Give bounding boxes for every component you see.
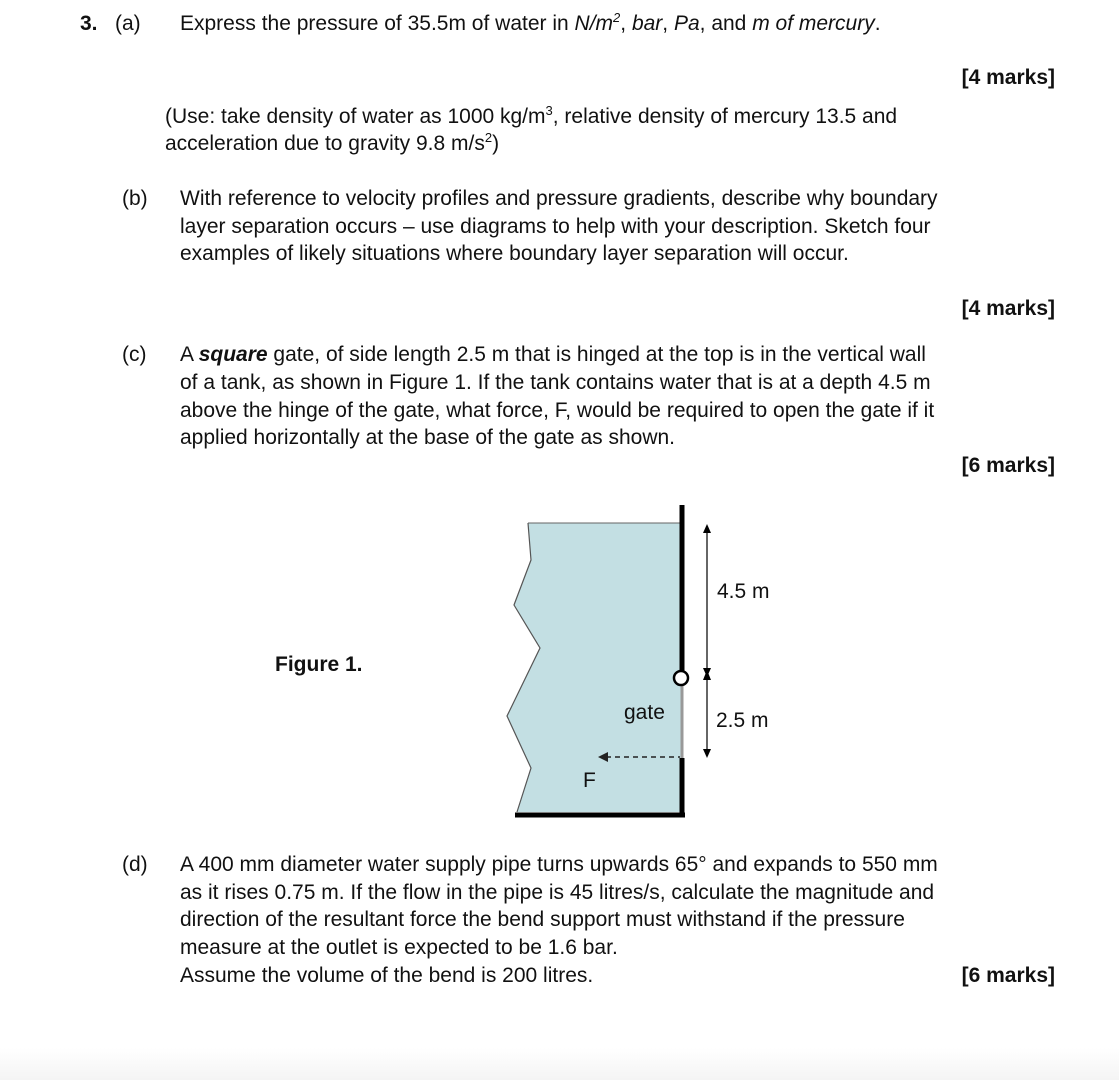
part-a-text: Express the pressure of 35.5m of water in $N/m^2$, bar, Pa, and m of mercury. [180, 10, 881, 35]
part-b-label: (b) [122, 187, 148, 210]
part-d-line-3: direction of the resultant force the bend support must withstand if the pressure [180, 908, 905, 931]
depth-label: 4.5 m [717, 580, 770, 603]
part-b-marks: [4 marks] [961, 297, 1055, 320]
part-c-label: (c) [122, 343, 147, 366]
gate-hinge [674, 671, 688, 685]
part-a-label: (a) [115, 12, 141, 35]
page-bottom-shade [0, 1048, 1119, 1080]
part-c-marks: [6 marks] [961, 454, 1055, 477]
part-d-line-4: measure at the outlet is expected to be 1.6 bar. [180, 936, 618, 959]
part-c-line-1: A square gate, of side length 2.5 m that is hinged at the top is in the vertical wall [180, 343, 926, 366]
part-d-line-2: as it rises 0.75 m. If the flow in the pipe is 45 litres/s, calculate the magnitude and [180, 881, 935, 904]
depth-arrow-top [703, 524, 711, 533]
figure-caption: Figure 1. [275, 653, 363, 676]
question-number: 3. [80, 12, 98, 35]
part-a-use-line-1: (Use: take density of water as 1000 $kg/m^3$, relative density of mercury 13.5 and [165, 103, 898, 128]
part-b-line-3: examples of likely situations where boundary layer separation will occur. [180, 242, 849, 265]
part-c-line-2: of a tank, as shown in Figure 1. If the tank contains water that is at a depth 4.5 m [180, 371, 931, 394]
part-d-marks: [6 marks] [961, 964, 1055, 987]
part-d-line-1: A 400 mm diameter water supply pipe turns upwards 65° and expands to 550 mm [180, 853, 938, 876]
part-c-line-4: applied horizontally at the base of the gate as shown. [180, 426, 675, 449]
part-a-marks: [4 marks] [961, 66, 1055, 89]
gate-size-arrow-top [703, 670, 711, 680]
part-b-line-2: layer separation occurs – use diagrams to help with your description. Sketch four [180, 215, 931, 238]
part-a-use-line-2: acceleration due to gravity 9.8 $m/s^2$) [165, 130, 500, 155]
gate-size-label: 2.5 m [716, 709, 769, 732]
part-c-line-3: above the hinge of the gate, what force, F, would be required to open the gate if it [180, 399, 935, 422]
gate-label: gate [624, 701, 665, 724]
force-label: F [583, 769, 596, 792]
part-d-line-5: Assume the volume of the bend is 200 litres. [180, 964, 594, 987]
part-d-label: (d) [122, 853, 148, 876]
gate-size-arrow-bottom [703, 749, 711, 758]
part-b-line-1: With reference to velocity profiles and pressure gradients, describe why boundary [180, 187, 938, 210]
